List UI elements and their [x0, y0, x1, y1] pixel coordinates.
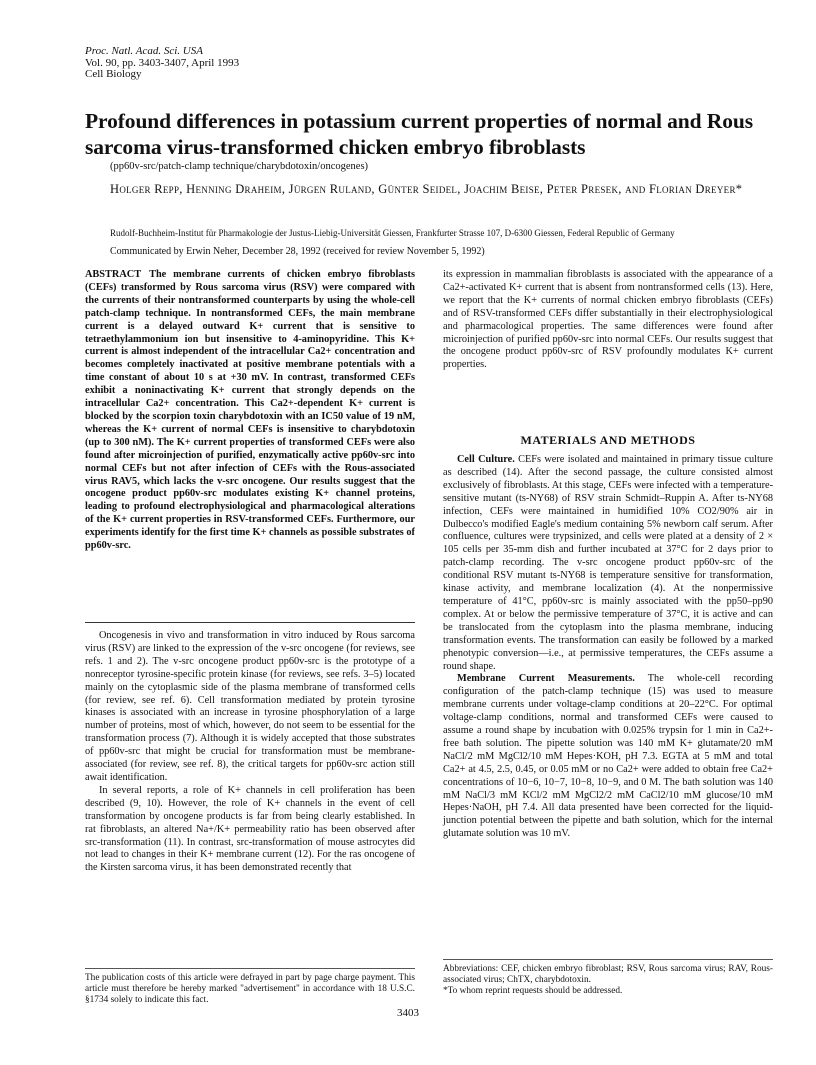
keywords: (pp60v-src/patch-clamp technique/charybdotoxin/oncogenes) — [110, 161, 369, 172]
intro-continued — [443, 269, 773, 372]
membrane-current-text: The whole-cell recording configuration of the patch-clamp technique (15) was used to measure membrane currents under voltage-clamp conditions at 20–22°C. For optimal voltage-clamp conditions, normal and transformed CEFs were caused to assume a round shape by incubation with 0.025% trypsin for 1 min in Ca2+-free bath solution. The pipette solution was 140 mM K+ glutamate/20 mM NaCl/2 mM MgCl2/10 mM Hepes·KOH, pH 7.3. EGTA at 5 mM and total Ca2+ at 4.5, 2.5, 0.45, or 0.05 mM or no Ca2+ were added to obtain free Ca2+ concentrations of 10−6, 10−7, 10−8, 10−9, and 0 M. The bath solution was 140 mM NaCl/3 mM KCl/2 mM MgCl2/2 mM CaCl2/10 mM glucose/10 mM Hepes·NaOH, pH 7.4. All data presented have been corrected for the liquid-junction potential between the pipette and bath solution, which for the internal glutamate solution was 10 mV. — [443, 673, 773, 840]
publication-cost-note: The publication costs of this article were defrayed in part by page charge payment. This article must therefore be hereby marked "advertisement" in accordance with 18 U.S.C. §1734 solely to indicate this fact. — [85, 973, 415, 1006]
communicated-by: Communicated by Erwin Neher, December 28, 1992 (received for review November 5, 1992) — [110, 246, 485, 257]
footnote-divider — [85, 968, 415, 969]
journal-header — [85, 46, 239, 81]
footnotes — [443, 964, 773, 998]
journal-volume: Vol. 90, pp. 3403-3407, April 1993 — [85, 56, 240, 69]
intro-paragraph-1: Oncogenesis in vivo and transformation in vitro induced by Rous sarcoma virus (RSV) are linked to the expression of the v-src oncogene (for reviews, see refs. 1 and 2). The v-src oncogene product pp60v-src is the prototype of a nonreceptor tyrosine-specific protein kinase (for reviews, see refs. 3–5) located mainly on the cytoplasmic side of the plasma membrane of transformed cells (for review, see ref. 6). Cell transformation mediated by protein tyrosine kinases is associated with an increase in tyrosine phosphorylation of a large number of proteins, most of which, however, do not seem to be essential for the transformation process (7). Although it is widely accepted that those substrates of pp60v-src that might be crucial for transformation must be membrane-associated (for review, see ref. 8), the critical targets for pp60v-src action still await identification. — [85, 630, 415, 783]
authors: Holger Repp, Henning Draheim, Jürgen Ruland, Günter Seidel, Joachim Beise, Peter Presek, and Florian Dreyer* — [110, 182, 743, 196]
journal-section: Cell Biology — [85, 68, 142, 80]
cell-culture-text: CEFs were isolated and maintained in primary tissue culture as described (14). After the second passage, the culture consisted almost exclusively of fibroblasts. At this stage, CEFs were infected with a temperature-sensitive mutant (ts-NY68) of RSV strain Schmidt–Ruppin A. After ts-NY68 infection, CEFs were maintained in humidified 10% CO2/90% air in Dulbecco's modified Eagle's medium containing 5% newborn calf serum. After confluence, cultures were trypsinized, and cells were plated at a density of 2 × 105 cells per 35-mm dish and further incubated at 37°C for 2 days prior to patch-clamp recording. The v-src oncogene product pp60v-src of the conditional RSV mutant ts-NY68 is temperature sensitive for transformation, kinase activity, and membrane localization (4). At the nonpermissive temperature of 41°C, pp60v-src is mainly associated with the pp50–pp90 complex. At or below the permissive temperature of 37°C, it is active and can be translocated from the cytoplasm into the plasma membrane, inducing transformation events. The transformation can easily be followed by a marked phenotypic conversion—i.e., at permissive temperatures, the CEFs assume a round shape. — [443, 454, 774, 672]
paper-title: Profound differences in potassium current properties of normal and Rous sarcoma virus-transformed chicken embryo fibroblasts — [85, 109, 753, 159]
abstract-label: ABSTRACT — [85, 269, 142, 280]
right-footnote-divider — [443, 959, 773, 960]
intro-paragraph-3: its expression in mammalian fibroblasts is associated with the appearance of a Ca2+-activated K+ current that is absent from nontransformed cells (13). Here, we report that the K+ currents of normal chicken embryo fibroblasts (CEFs) and of RSV-transformed CEFs differ substantially in their electrophysiological and pharmacological properties. The same differences were found after microinjection of purified pp60v-src into normal CEFs. Our results suggest that the oncogene product pp60v-src of RSV profoundly modulates K+ current properties. — [443, 269, 773, 371]
abbreviations: Abbreviations: CEF, chicken embryo fibroblast; RSV, Rous sarcoma virus; RAV, Rous-associated virus; ChTX, charybdotoxin. — [443, 964, 773, 986]
abstract-text: The membrane currents of chicken embryo fibroblasts (CEFs) transformed by Rous sarcoma virus (RSV) were compared with the currents of their nontransformed counterparts by using the whole-cell patch-clamp technique. In nontransformed CEFs, the main membrane current is a delayed outward K+ current that is sensitive to tetraethylammonium ion but insensitive to 4-aminopyridine. This K+ current is almost independent of the intracellular Ca2+ concentration and becomes completely inactivated at positive membrane potentials with a time constant of about 10 s at +30 mV. In contrast, transformed CEFs exhibit a noninactivating K+ current that strongly depends on the intracellular Ca2+ concentration. This Ca2+-dependent K+ current is blocked by the scorpion toxin charybdotoxin with an IC50 value of 19 nM, whereas the K+ current of normal CEFs is insensitive to charybdotoxin (up to 300 nM). The K+ current properties of transformed CEFs were also found after microinjection of purified, enzymatically active pp60v-src into normal CEFs but not after infection of CEFs with the Rous-associated virus RAV5, which lacks the v-src oncogene. Our results suggest that the oncogene product pp60v-src modulates existing K+ channel proteins, leading to profound electrophysiological and pharmacological alterations of the K+ current properties in RSV-transformed CEFs. Furthermore, our experiments identify for the first time K+ channels as possible substrates of pp60v-src. — [85, 269, 415, 552]
methods-paragraph-cell-culture — [443, 454, 773, 673]
affiliation: Rudolf-Buchheim-Institut für Pharmakologie der Justus-Liebig-Universität Giessen, Frankfurter Strasse 107, D-6300 Giessen, Federal Republic of Germany — [110, 228, 675, 238]
journal-name: Proc. Natl. Acad. Sci. USA — [85, 45, 203, 57]
subheading-cell-culture: Cell Culture. — [457, 454, 515, 465]
methods-paragraph-membrane-current — [443, 673, 773, 841]
methods-section — [443, 454, 773, 841]
subheading-membrane-current: Membrane Current Measurements. — [457, 673, 635, 685]
section-heading-methods: MATERIALS AND METHODS — [520, 433, 696, 447]
page-number: 3403 — [397, 1007, 419, 1019]
abstract-divider — [85, 622, 415, 623]
correspondence-note: *To whom reprint requests should be addressed. — [443, 986, 623, 997]
introduction — [85, 630, 415, 875]
abstract — [85, 269, 415, 553]
intro-paragraph-2: In several reports, a role of K+ channels in cell proliferation has been described (9, 10). However, the role of K+ channels in the event of cell transformation by oncogene products is far from being clearly established. In rat fibroblasts, an altered Na+/K+ permeability ratio has been observed after src-transformation (11). In contrast, src-transformation of mouse astrocytes did not lead to changes in their K+ membrane current (12). For the ras oncogene of the Kirsten sarcoma virus, it has been demonstrated recently that — [85, 784, 415, 874]
